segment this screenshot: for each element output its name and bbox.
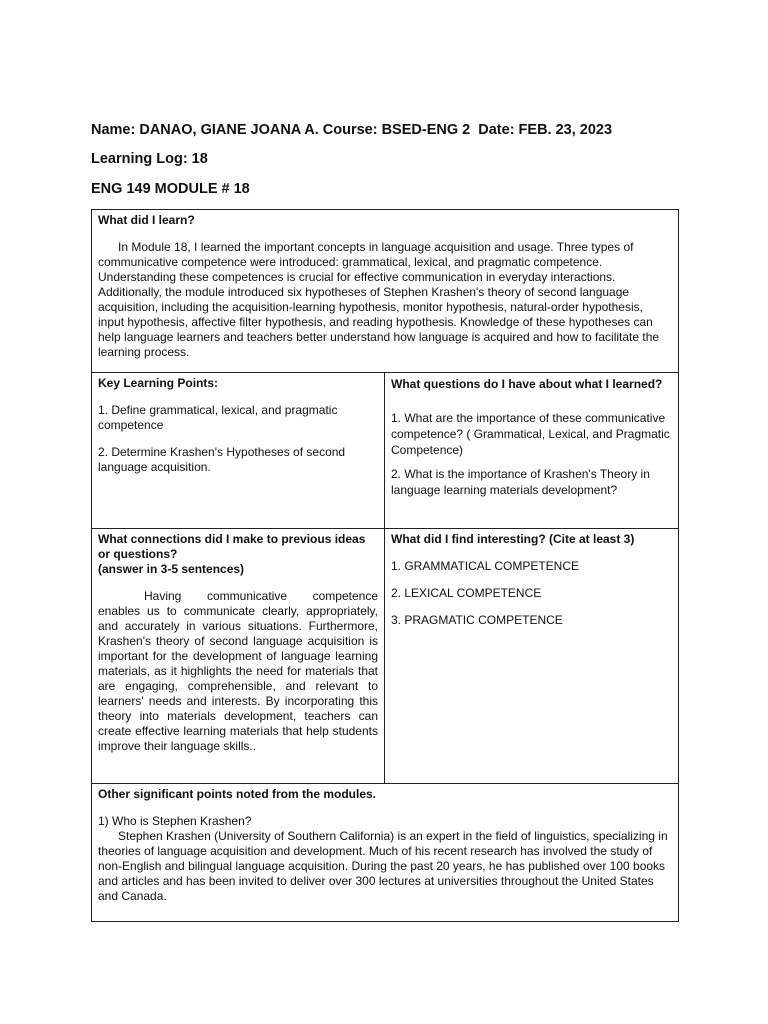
connections-body: Having communicative competence enables us to communicate clearly, appropriately, and accurately in various situations. Furthermore, Krashen's theory of second language acquisition is important for the development of language learning materials, as it highlights the need for materials that are engaging, comprehensible, and relevant to learners' needs and interests. By incorporating this theory into materials development, teachers can create effective learning materials that help students improve their language skills.. [98,589,378,753]
key-point-item: 1. Define grammatical, lexical, and pragmatic competence [98,403,338,432]
name-course-date-line: Name: DANAO, GIANE JOANA A. Course: BSED-ENG 2 Date: FEB. 23, 2023 [91,122,613,138]
interesting-item: 2. LEXICAL COMPETENCE [391,586,542,600]
row-other-points [92,784,679,922]
interesting-item: 3. PRAGMATIC COMPETENCE [391,613,563,627]
question-item: 1. What are the importance of these communicative competence? ( Grammatical, Lexical, and Pragmatic Competence) [391,411,670,457]
cell-interesting [385,529,679,784]
cell-questions [385,373,679,529]
what-learned-body: In Module 18, I learned the important concepts in language acquisition and usage. Three types of communicative competence were introduced: grammatical, lexical, and pragmatic competence. Understanding these competences is crucial for effective communication in everyday interactions. Additionally, the module introduced six hypotheses of Stephen Krashen's theory of second language acquisition, including the acquisition-learning hypothesis, monitor hypothesis, natural-order hypothesis, input hypothesis, affective filter hypothesis, and reading hypothesis. Knowledge of these hypotheses can help language learners and teachers better understand how language is acquired and how to facilitate the learning process. [98,240,660,359]
other-points-question: 1) Who is Stephen Krashen? [98,814,252,828]
key-point-item: 2. Determine Krashen's Hypotheses of second language acquisition. [98,445,346,474]
cell-key-points [92,373,385,529]
connections-heading: What connections did I make to previous ideas or questions? [98,532,366,561]
cell-connections [92,529,385,784]
cell-what-learned [92,210,679,373]
question-item: 2. What is the importance of Krashen's Theory in language learning materials development? [391,467,650,497]
what-learned-heading: What did I learn? [98,213,195,227]
module-title: ENG 149 MODULE # 18 [91,181,250,197]
other-points-heading: Other significant points noted from the modules. [98,787,377,801]
row-key-points-questions [92,373,679,529]
questions-heading: What questions do I have about what I learned? [391,377,663,391]
key-points-heading: Key Learning Points: [98,376,219,390]
row-connections-interesting [92,529,679,784]
row-what-learned [92,210,679,373]
interesting-heading: What did I find interesting? (Cite at least 3) [391,532,635,546]
connections-subheading: (answer in 3-5 sentences) [98,562,245,576]
learning-log-number: Learning Log: 18 [91,151,208,167]
other-points-body: Stephen Krashen (University of Southern California) is an expert in the field of linguistics, specializing in theories of language acquisition and development. Much of his recent research has involved the study of non-English and bilingual language acquisition. During the past 20 years, he has published over 100 books and articles and has been invited to deliver over 300 lectures at universities throughout the United States and Canada. [98,829,668,903]
cell-other-points [92,784,679,922]
interesting-item: 1. GRAMMATICAL COMPETENCE [391,559,580,573]
learning-log-table [91,209,679,922]
